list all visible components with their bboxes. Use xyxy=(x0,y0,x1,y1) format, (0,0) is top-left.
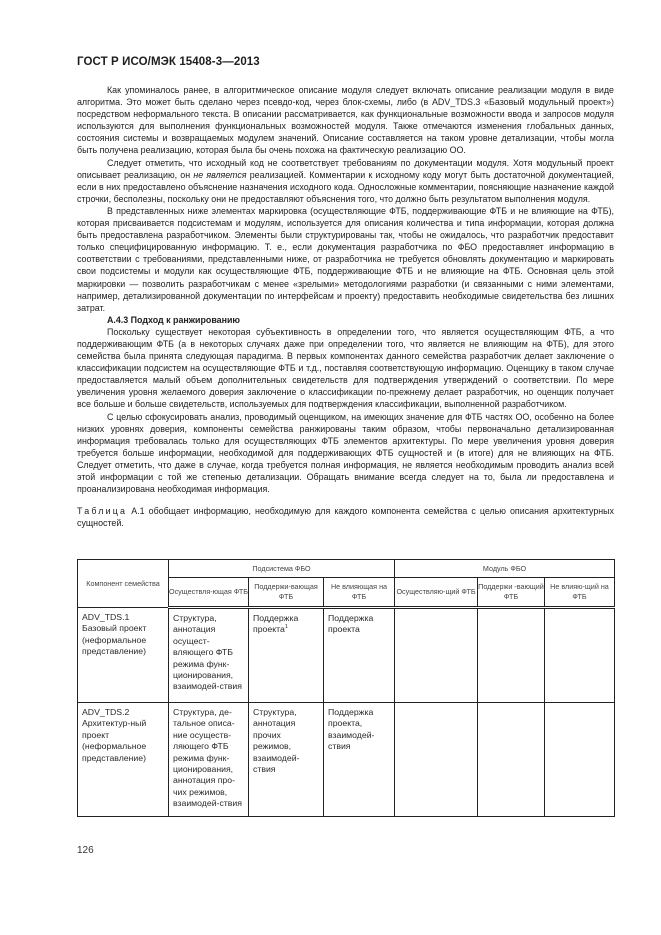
subheader: Осуществля-ющая ФТБ xyxy=(169,578,249,608)
cell xyxy=(395,703,478,817)
subheader: Поддержи-вающая ФТБ xyxy=(249,578,324,608)
paragraph-source-code-note xyxy=(77,157,614,205)
subheader: Не влияю-щий на ФТБ xyxy=(545,578,615,608)
table-row xyxy=(78,703,615,817)
header-module: Модуль ФБО xyxy=(395,560,615,578)
table-intro xyxy=(77,505,614,529)
architecture-table xyxy=(77,559,615,817)
cell: Поддержка проекта xyxy=(324,608,395,703)
cell xyxy=(545,608,615,703)
subheader: Поддержи -вающий ФТБ xyxy=(478,578,545,608)
section-heading: А.4.3 Подход к ранжированию xyxy=(107,314,240,325)
text-segment: Следует отметить, что исходный код не соответствует требованиям по документации модуля. Хотя модульный проект описывает реализацию, он xyxy=(77,157,614,180)
cell xyxy=(395,608,478,703)
paragraph-ranking-approach: Поскольку существует некоторая субъективность в определении того, что является осуществляющим ФТБ, а что поддерживающим ФТБ (а в некоторых случаях даже при определении того, что является не влияющим на ФТБ), для этого семейства была принята следующая парадигма. В первых компонентах данного семейства разработчик делает заключение о классификации подсистем на осуществляющие ФТБ и т.д., поставляя соответствующую информацию. Оценщику в таком случае предоставляется малый объем дополнительных свидетельств для подтверждения утверждений о соответствии. По мере увеличения уровня желаемого доверия заключение о классификации по-прежнему делает разработчик, но оценщик получает все больше и больше свидетельств, используемых для подтверждения классификации, выполненной разработчиком. xyxy=(77,326,614,410)
paragraph-algorithmic-description: Как упоминалось ранее, в алгоритмическое описание модуля следует включать описание реализации модуля в виде алгоритма. Это может быть сделано через псевдо-код, через блок-схемы, либо (в ADV_TDS.3 «Базовый модульный проект») посредством неформального текста. В описании рассматривается, как функциональные возможности ввода и запросов модуля используются для выполнения функциональных возможностей модуля. Также отмечаются изменения глобальных данных, состояния системы и возвращаемых модулем значений. Описание составляется на таком уровне детализации, чтобы могла быть получена реализацию, которая была бы очень похожа на фактическую реализацию ОО. xyxy=(77,85,614,156)
document-header: ГОСТ Р ИСО/МЭК 15408-3—2013 xyxy=(77,56,260,68)
subheader: Осуществляю-щий ФТБ xyxy=(395,578,478,608)
table-intro-text: А.1 обобщает информацию, необходимую для каждого компонента семейства с целью описания архитектурных сущностей. xyxy=(77,506,614,529)
cell: Структура, аннотация прочих режимов, взаимодей-ствия xyxy=(249,703,324,817)
cell: Поддержка проекта, взаимодей-ствия xyxy=(324,703,395,817)
paragraph-analysis-focus: С целью сфокусировать анализ, проводимый оценщиком, на имеющих значение для ФТБ частях ОО, особенно на более низких уровнях доверия, компоненты семейства ранжированы таким образом, чтобы первоначально детализированная информация требовалась только для осуществляющих ФТБ элементов архитектуры. По мере увеличения уровня доверия требуется больше информации, необходимой для поддерживающих ФТБ сущностей и (в итоге) для не влияющих на ФТБ. Следует отметить, что даже в случае, когда требуется полная информация, не является необходимым проводить анализ всей этой информации с той же степенью детализации. Обращать внимание всегда следует на то, была ли предоставлена и проанализирована необходимая информация. xyxy=(77,411,614,495)
header-component: Компонент семейства xyxy=(78,560,169,608)
emphasis-text: не является xyxy=(193,169,247,180)
cell xyxy=(545,703,615,817)
footnote-mark: 1 xyxy=(284,624,288,631)
cell-component: ADV_TDS.2 Архитектур-ный проект (неформальное представление) xyxy=(78,703,169,817)
cell xyxy=(249,608,324,703)
cell xyxy=(478,608,545,703)
table-row xyxy=(78,608,615,703)
header-subsystem: Подсистема ФБО xyxy=(169,560,395,578)
cell xyxy=(478,703,545,817)
text-segment: реализацией. Комментарии к исходному коду могут быть достаточной документацией, если в них предоставлено объяснение назначения исходного кода. Односложные комментарии, поясняющие назначение каждой строчки, бесполезны, поскольку они не предоставляют объяснения того, что должно быть результатом выполнения модуля. xyxy=(77,169,614,204)
subheader: Не влияющая на ФТБ xyxy=(324,578,395,608)
cell-text: Поддержка проекта xyxy=(253,613,299,635)
body-text xyxy=(77,84,614,529)
paragraph-labeling: В представленных ниже элементах маркировка (осуществляющие ФТБ, поддерживающие ФТБ и не влияющие на ФТБ), которая присваивается подсистемам и модулям, используется для описания количества и типа информации, которая должна быть предоставлена разработчиком. Элементы были структурированы так, чтобы не ожидалось, что разработчик предоставит только специфицированную информацию. Т. е., если документация разработчика по ФБО предоставляет информацию в соответствии с требованиями, представленными ниже, от разработчика не требуется обновлять документацию и маркировать свои подсистемы и модули как осуществляющие ФТБ, поддерживающие ФТБ и не влияющие на ФТБ. Основная цель этой маркировки — позволить разработчикам с менее «зрелыми» методологиями разработки (и связанными с ними элементами, например, детализированной документации по интерфейсам и проекту) предоставить необходимые свидетельства без лишних затрат. xyxy=(77,205,614,313)
page-number: 126 xyxy=(77,845,94,856)
cell: Структура, де-тальное описа-ние осуществ-ляющего ФТБ режима функ-ционирования, аннотация про-чих режимов, взаимодей-ствия xyxy=(169,703,249,817)
cell-component: ADV_TDS.1 Базовый проект (неформальное представление) xyxy=(78,608,169,703)
cell: Структура, аннотация осущест-вляющего ФТБ режима функ-ционирования, взаимодей-ствия xyxy=(169,608,249,703)
table-label: Таблица xyxy=(77,506,128,517)
